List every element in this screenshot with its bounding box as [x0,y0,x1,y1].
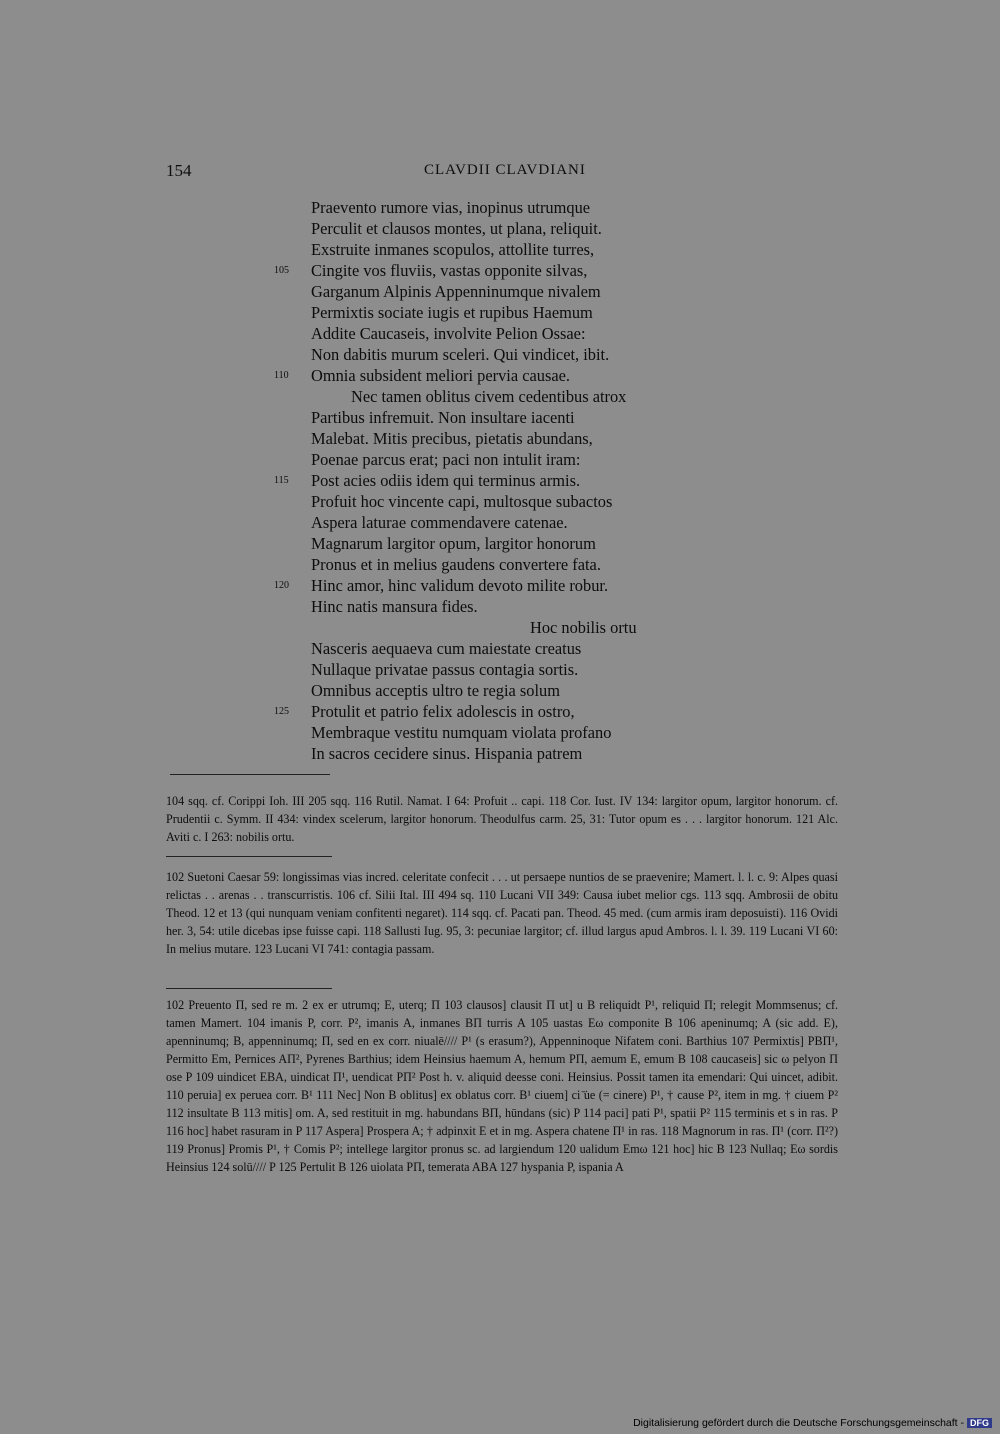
verse-text [0,197,1000,764]
verse-line [0,701,1000,722]
verse-line-text: Permixtis sociate iugis et rupibus Haemum [311,303,593,322]
verse-line-text: Non dabitis murum sceleri. Qui vindicet, ibit. [311,345,610,364]
verse-line [0,281,1000,302]
verse-line [0,218,1000,239]
footer-credit [633,1417,992,1429]
line-number: 120 [274,580,289,591]
line-number: 105 [274,265,289,276]
verse-line [0,197,1000,218]
verse-line-text: Nec tamen oblitus civem cedentibus atrox [351,387,627,406]
verse-line-text: Nasceris aequaeva cum maiestate creatus [311,639,582,658]
verse-line [0,722,1000,743]
verse-line [0,533,1000,554]
line-number: 115 [274,475,289,486]
verse-line [0,470,1000,491]
verse-line-text: Omnibus acceptis ultro te regia solum [311,681,560,700]
line-number: 125 [274,706,289,717]
verse-line [0,659,1000,680]
verse-line-text: Membraque vestitu numquam violata profano [311,723,612,742]
verse-line [0,575,1000,596]
verse-line-text: Garganum Alpinis Appenninumque nivalem [311,282,601,301]
verse-line-text: Aspera laturae commendavere catenae. [311,513,568,532]
verse-line [0,239,1000,260]
line-number: 110 [274,370,289,381]
verse-line-text: Hoc nobilis ortu [530,618,637,637]
verse-line-text: In sacros cecidere sinus. Hispania patrem [311,744,583,763]
separator-rule [166,856,332,857]
verse-line [0,743,1000,764]
verse-line-text: Poenae parcus erat; paci non intulit iram: [311,450,581,469]
verse-line [0,428,1000,449]
verse-line [0,638,1000,659]
verse-line [0,407,1000,428]
verse-line-text: Perculit et clausos montes, ut plana, reliquit. [311,219,602,238]
verse-line-text: Addite Caucaseis, involvite Pelion Ossae: [311,324,586,343]
verse-line-text: Magnarum largitor opum, largitor honorum [311,534,596,553]
dfg-logo: DFG [967,1418,992,1428]
verse-line-text: Nullaque privatae passus contagia sortis. [311,660,579,679]
verse-line [0,680,1000,701]
verse-line [0,596,1000,617]
verse-line [0,554,1000,575]
verse-line-text: Praevento rumore vias, inopinus utrumque [311,198,591,217]
apparatus-fontes: 102 Suetoni Caesar 59: longissimas vias incred. celeritate confecit . . . ut persaepe nuntios de se praevenire; Mamert. l. l. c. 9: Alpes quasi relictas . . arenas . . transcurristis. 106 cf. Silii Ital. III 494 sq. 110 Lucani VII 349: Causa iubet melior cgs. 113 sqq. Ambrosii de obitu Theod. 12 et 13 (qui nunquam veniam confitenti negaret). 114 sqq. cf. Pacati pan. Theod. 45 med. (cum armis iram deposuisti). 116 Ovidi her. 3, 54: utile dicebas ipse fuisse capi. 118 Sallusti Iug. 95, 3: pecuniae largitor; cf. illud largus apud Ambros. l. l. 39. 119 Lucani VI 60: In melius mutare. 123 Lucani VI 741: contagia passam. [166,870,838,956]
verse-line-text: Protulit et patrio felix adolescis in ostro, [311,702,575,721]
verse-line-text: Post acies odiis idem qui terminus armis. [311,471,581,490]
verse-line [0,260,1000,281]
verse-line [0,365,1000,386]
page-header [0,161,1000,181]
verse-line [0,491,1000,512]
verse-line [0,512,1000,533]
verse-line-text: Pronus et in melius gaudens convertere fata. [311,555,601,574]
page-number: 154 [166,161,192,180]
verse-line [0,386,1000,407]
verse-line [0,449,1000,470]
verse-line [0,302,1000,323]
verse-line-text: Hinc natis mansura fides. [311,597,478,616]
separator-rule [170,774,330,775]
verse-line-text: Exstruite inmanes scopulos, attollite turres, [311,240,595,259]
running-title: CLAVDII CLAVDIANI [424,162,586,178]
verse-line [0,323,1000,344]
separator-rule [166,988,332,989]
verse-line-text: Cingite vos fluviis, vastas opponite silvas, [311,261,588,280]
verse-line-text: Omnia subsident meliori pervia causae. [311,366,570,385]
apparatus-criticus: 102 Preuento Π, sed re m. 2 ex er utrumq; E, uterq; Π 103 clausos] clausit Π ut] u B reliquidt P¹, reliquid Π; relegit Mommsenus; cf. tamen Mamert. 104 imanis P, corr. P², imanis A, inmanes BΠ turris A 105 uastas Eω componite B 106 apeninumq; A (sic add. E), apenninumq; B, appenninumq; Π, sed en ex corr. niualē//// P¹ (s erasum?), Appenninoque Nifatem coni. Barthius 107 Permixtis] PBΠ¹, Permitto Em, Pernices AΠ², Pyrenes Barthius; idem Heinsius haemum A, hemum PΠ, aemum E, emum B 108 caucaseis] sic ω pelyon Π ose P 109 uindicet EBA, uindicat Π¹, uendicat PΠ² Post h. v. aliquid deesse coni. Heinsius. Possit tamen ita emendari: Qui uincet, adibit. 110 peruia] ex peruea corr. B¹ 111 Nec] Non B oblitus] ex oblatus corr. B¹ ciuem] ci ̄u̇e (= cinere) P¹, † cause P², item in mg. † ciuem P² 112 insultate B 113 mitis] om. A, sed restituit in mg. habundans BΠ, hūndans (sic) P 114 paci] pati P¹, spatii P² 115 terminis et s in ras. P 116 hoc] habet rasuram in P 117 Aspera] Prospera A; † adpinxit E et in mg. Aspera chatene Π¹ in ras. 118 Magnorum in ras. Π¹ (corr. Π²?) 119 Pronus] Promis P¹, † Comis P²; intellege largitor pronus sc. ad largiendum 120 ualidum Emω 121 hoc] hic B 123 Nullaq; Eω sordis Heinsius 124 solū//// P 125 Pertulit B 126 uiolata PΠ, temerata ABA 127 hyspania P, ispania A [166,998,838,1174]
footer-text: Digitalisierung gefördert durch die Deutsche Forschungsgemeinschaft - [633,1417,964,1429]
verse-line-text: Hinc amor, hinc validum devoto milite robur. [311,576,609,595]
verse-line-text: Profuit hoc vincente capi, multosque subactos [311,492,613,511]
verse-line-text: Malebat. Mitis precibus, pietatis abundans, [311,429,593,448]
apparatus-similia: 104 sqq. cf. Corippi Ioh. III 205 sqq. 116 Rutil. Namat. I 64: Profuit .. capi. 118 Cor. Iust. IV 134: largitor opum, largitor honorum. cf. Prudentii c. Symm. II 434: vindex scelerum, largitor honorum. Theodulfus carm. 25, 31: Tutor opum es . . . largitor honorum. 121 Alc. Aviti c. I 263: nobilis ortu. [166,794,838,844]
verse-line [0,344,1000,365]
verse-line [0,617,1000,638]
verse-line-text: Partibus infremuit. Non insultare iacenti [311,408,575,427]
